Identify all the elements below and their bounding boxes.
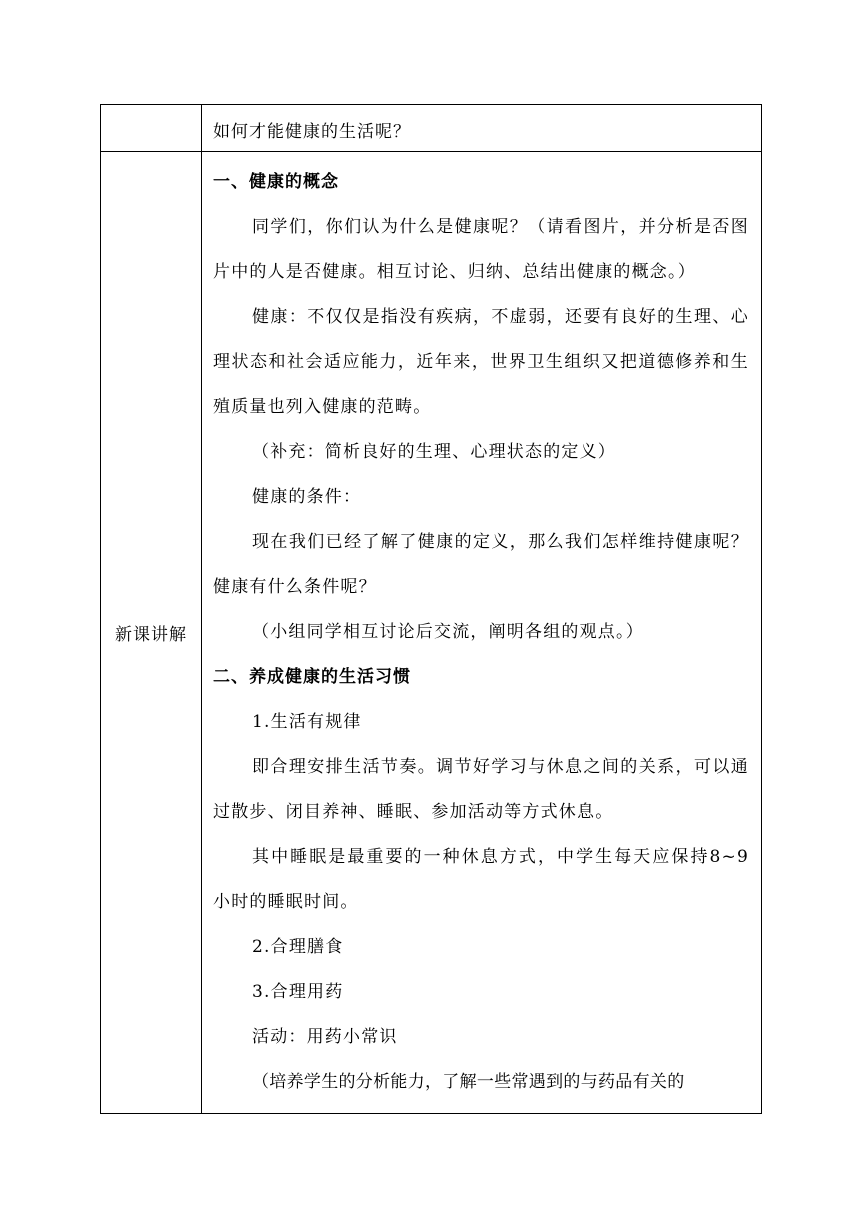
table-row — [101, 105, 762, 152]
question-cell — [202, 105, 762, 152]
paragraph: （培养学生的分析能力，了解一些常遇到的与药品有关的 — [252, 1072, 685, 1092]
paragraph: 活动：用药小常识 — [252, 1027, 398, 1047]
paragraph: 健康：不仅仅是指没有疾病，不虚弱，还要有良好的生理、心理状态和社会适应能力，近年来，世界卫生组织又把道德修养和生殖质量也列入健康的范畴。 — [213, 307, 749, 417]
side-cell-empty — [101, 105, 202, 152]
paragraph: （补充：简析良好的生理、心理状态的定义） — [252, 442, 616, 462]
heading-health-concept: 一、健康的概念 — [213, 172, 339, 192]
paragraph: 健康的条件： — [252, 487, 362, 507]
paragraph: 现在我们已经了解了健康的定义，那么我们怎样维持健康呢？健康有什么条件呢？ — [213, 532, 749, 597]
paragraph: 即合理安排生活节奏。调节好学习与休息之间的关系，可以通过散步、闭目养神、睡眠、参加活动等方式休息。 — [213, 757, 749, 822]
paragraph: （小组同学相互讨论后交流，阐明各组的观点。） — [252, 622, 644, 642]
list-item: 2.合理膳食 — [252, 937, 344, 957]
paragraph: 其中睡眠是最重要的一种休息方式，中学生每天应保持8~9 小时的睡眠时间。 — [213, 847, 749, 912]
lesson-content — [202, 152, 761, 1113]
heading-healthy-habits: 二、养成健康的生活习惯 — [213, 667, 411, 687]
lead-question: 如何才能健康的生活呢？ — [213, 122, 411, 142]
paragraph: 同学们，你们认为什么是健康呢？（请看图片，并分析是否图片中的人是否健康。相互讨论、归纳、总结出健康的概念。） — [213, 217, 749, 282]
content-cell — [202, 152, 762, 1114]
list-item: 1.生活有规律 — [252, 712, 362, 732]
table-row — [101, 152, 762, 1114]
lesson-plan-table — [100, 104, 762, 1114]
section-label: 新课讲解 — [101, 152, 202, 1114]
list-item: 3.合理用药 — [252, 982, 344, 1002]
